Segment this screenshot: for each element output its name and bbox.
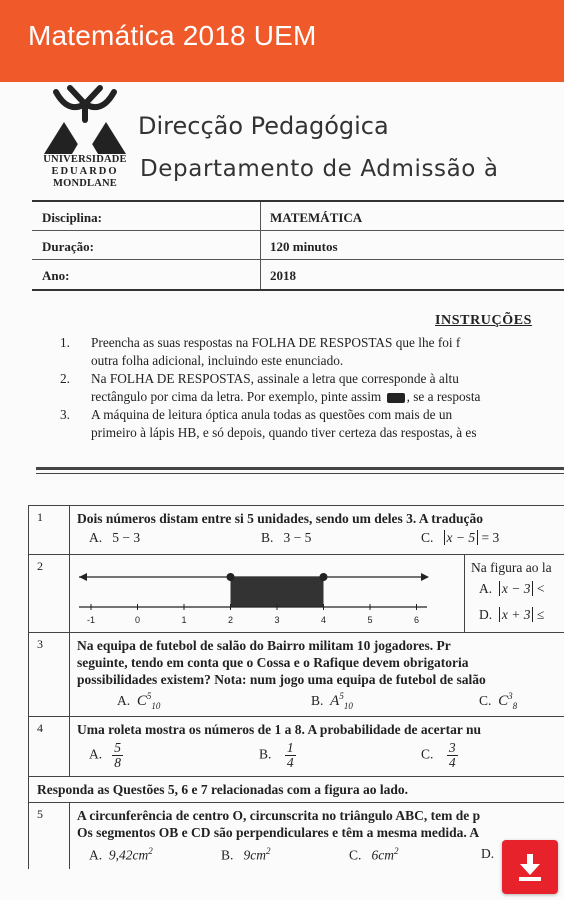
option-a [89,741,123,770]
option-letter: B. [261,530,274,545]
info-label: Duração: [42,239,94,254]
option-letter: C. [479,693,492,708]
info-divider [260,260,261,289]
fraction-numerator: 5 [114,740,121,755]
arrow-left-icon [79,573,87,581]
option-d [479,607,544,623]
instruction-item [60,370,564,406]
instruction-number: 1. [60,335,70,350]
option-exponent: 2 [148,846,153,856]
instruction-line: primeiro à lápis HB, e só depois, quando tiver certeza das respostas, à es [91,425,477,440]
comb-base: C [498,693,509,709]
option-value-tail: < [533,581,545,596]
question-text: Dois números distam entre si 5 unidades, sendo um deles 3. A tradução [77,511,484,526]
question-text-line: Na equipa de futebol de salão do Bairro militam 10 jogadores. Pr [77,638,451,653]
tick-label: 5 [367,615,373,625]
instructions-list [60,334,564,442]
fraction [285,741,296,770]
instruction-item [60,406,564,442]
fraction-numerator: 1 [286,740,294,755]
option-c [421,741,458,770]
tick-label: 0 [134,615,141,625]
question-text: Uma roleta mostra os números de 1 a 8. A probabilidade de acertar nu [77,722,482,737]
exam-info-table [32,200,564,291]
fraction-numerator: 3 [448,740,456,755]
question-number: 2 [37,559,43,573]
fraction-denominator: 4 [286,755,294,770]
org-title: Direcção Pedagógica [138,112,389,140]
instruction-line: A máquina de leitura óptica anula todas as questões com mais de un [91,407,453,422]
logo-text-line-1: UNIVERSIDADE [43,154,127,165]
filled-rectangle-icon [387,393,405,403]
option-letter: A. [479,581,493,596]
instruction-item [60,334,564,370]
download-icon [516,852,544,882]
option-value: 3 − 5 [283,530,312,545]
instruction-line: Preencha as suas respostas na FOLHA DE RESPOSTAS que lhe foi f [91,335,461,350]
option-c [421,530,499,546]
question-text-line: seguinte, tendo em conta que o Cossa e o Rafique devem obrigatoria [77,655,469,670]
tick-label: 1 [181,615,187,625]
comb-sup: 3 [508,691,513,701]
comb-base: A [330,693,340,709]
section-note: Responda as Questões 5, 6 e 7 relacionadas com a figura ao lado. [37,782,409,797]
fraction-denominator: 8 [114,755,121,770]
arrow-right-icon [421,573,429,581]
option-value [137,693,161,709]
question-number: 3 [37,637,43,651]
option-c [479,691,517,711]
option-letter: C. [421,530,434,545]
interval-endpoint [227,573,235,581]
info-divider [260,231,261,259]
column-divider [69,555,70,632]
info-value: 120 minutos [270,239,338,254]
fraction [447,741,458,770]
column-divider [69,803,70,869]
question-row-1 [28,506,564,555]
option-letter: B. [311,693,324,708]
option-value-tail: ≤ [533,607,545,622]
column-divider [464,555,465,632]
question-number: 5 [37,807,43,821]
tick-label: 3 [274,615,280,625]
option-c [349,846,399,864]
option-a [479,581,544,597]
info-row-year [32,260,564,289]
info-label: Ano: [42,268,70,283]
column-divider [69,717,70,776]
question-row-2 [28,555,564,633]
instruction-line: Na FOLHA DE RESPOSTAS, assinale a letra que corresponde à altu [91,371,459,386]
app-bar [0,0,564,82]
logo-text-line-3: MONDLANE [52,178,117,189]
option-value: 9,42cm [108,847,149,863]
number-line-figure [73,561,463,627]
tick-label: 2 [227,615,234,625]
section-divider [36,467,564,470]
app-title: Matemática 2018 UEM [28,20,317,51]
option-value [330,693,353,709]
option-letter: B. [221,847,234,863]
option-b [221,846,271,864]
tick-label: 4 [320,615,327,625]
option-letter: B. [259,746,272,762]
comb-sub: 10 [151,701,161,711]
tick-label: 6 [413,615,420,625]
questions-table [28,505,564,869]
option-value: x − 5 [444,530,479,545]
info-row-subject [32,202,564,231]
question-row-4 [28,717,564,777]
info-divider [260,202,261,230]
logo-text-line-2: EDUARDO [51,166,119,177]
info-row-duration [32,231,564,260]
option-a [117,691,160,711]
option-b [261,530,311,546]
option-value: 6cm [371,847,395,863]
fraction [112,741,123,770]
fraction-denominator: 4 [448,755,456,770]
option-value: x + 3 [499,607,534,622]
question-text: Na figura ao la [471,560,552,575]
option-exponent: 2 [266,846,271,856]
question-row-5 [28,803,564,869]
option-letter: C. [349,847,362,863]
option-value: x − 3 [499,581,534,596]
option-value-tail: = 3 [478,530,500,545]
instruction-line [91,388,564,406]
section-divider [36,473,564,474]
question-text-line: possibilidades existem? Nota: num jogo uma equipa de futebol de salão [77,672,486,687]
option-letter: C. [421,746,434,762]
org-subtitle: Departamento de Admissão à [140,156,499,182]
instruction-number: 2. [60,371,70,386]
option-a [89,530,140,546]
option-a [89,846,153,864]
option-letter: A. [117,693,131,708]
comb-base: C [136,693,147,709]
option-value [498,693,517,709]
info-label: Disciplina: [42,210,102,225]
instruction-line: outra folha adicional, incluindo este enunciado. [91,353,344,368]
option-b [311,691,353,711]
document-page[interactable] [0,82,564,900]
tick-label: -1 [86,615,96,625]
download-button[interactable] [502,840,558,894]
option-letter: A. [89,746,103,762]
info-value: MATEMÁTICA [270,210,363,225]
column-divider [69,633,70,716]
column-divider [69,506,70,554]
comb-sub: 10 [343,701,353,711]
option-value: 9cm [243,847,267,863]
option-b [259,741,296,770]
option-letter: A. [89,530,103,545]
comb-sub: 8 [512,701,518,711]
section-note-row [28,777,564,803]
option-letter: D. [481,846,495,861]
question-text-line: Os segmentos OB e CD são perpendiculares e têm a mesma medida. A [77,825,480,840]
question-row-3 [28,633,564,717]
info-value: 2018 [270,268,296,283]
instruction-text: rectângulo por cima da letra. Por exemplo, pinte assim [91,389,382,404]
option-value: 5 − 3 [112,530,141,545]
comb-sup: 5 [339,691,344,701]
question-number: 4 [37,721,43,735]
instruction-text: , se a resposta [406,389,481,404]
shaded-interval [231,577,324,607]
interval-endpoint [320,573,328,581]
question-number: 1 [37,510,43,524]
instruction-number: 3. [60,407,70,422]
option-letter: A. [89,847,103,863]
option-d [481,846,494,862]
option-letter: D. [479,607,493,622]
option-exponent: 2 [394,846,399,856]
question-text-line: A circunferência de centro O, circunscrita no triângulo ABC, tem de p [77,808,481,823]
instructions-heading: INSTRUÇÕES [435,313,533,328]
comb-sup: 5 [146,691,152,701]
